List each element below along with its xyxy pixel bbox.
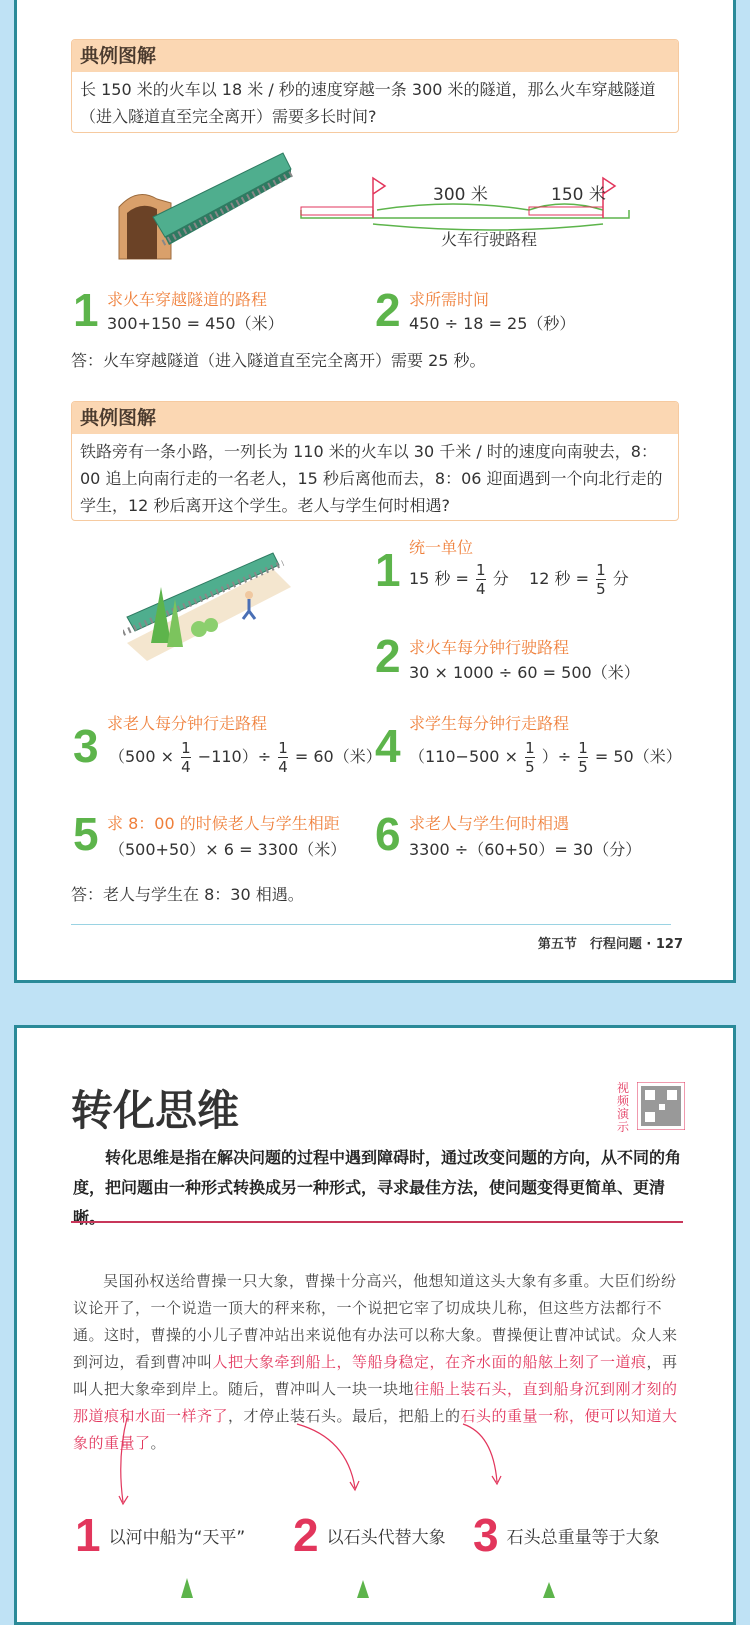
page-footer: 第五节 行程问题 · 127 — [537, 937, 683, 952]
step-number: 6 — [375, 808, 401, 860]
video-demo-label: 视频演示 — [617, 1081, 630, 1134]
step-number: 2 — [375, 284, 401, 336]
section-page — [14, 1025, 736, 1625]
step-title: 求学生每分钟行走路程 — [409, 714, 570, 733]
step-equation: 300+150 = 450（米） — [107, 314, 284, 333]
step-equation: 30 × 1000 ÷ 60 = 500（米） — [409, 663, 640, 682]
step-equation: （110−500 × $\frac{1}{5}$ ）÷ $\frac{1}{5}$ = 50（米） — [409, 739, 682, 776]
page-127 — [14, 0, 736, 983]
example-heading: 典例图解 — [72, 402, 678, 434]
train-road-illustration — [123, 547, 293, 665]
example-problem: 铁路旁有一条小路，一列长为 110 米的火车以 30 千米 / 时的速度向南驶去，8：00 追上向南行走的一名老人，15 秒后离他而去，8：06 迎面遇到一个向北行走的学生，12 秒后离开这个学生。老人与学生何时相遇? — [80, 442, 663, 515]
step-number: 4 — [375, 720, 401, 772]
step-number: 1 — [375, 544, 401, 596]
transform-step: 2 以石头代替大象 — [293, 1509, 446, 1561]
step-title: 求火车穿越隧道的路程 — [107, 290, 268, 309]
step-title: 求老人与学生何时相遇 — [409, 814, 570, 833]
step-number: 1 — [73, 284, 99, 336]
section-title: 转化思维 — [71, 1089, 240, 1135]
diagram-caption: 火车行驶路程 — [441, 230, 538, 249]
section-divider — [71, 1221, 683, 1223]
length-tunnel: 300 米 — [433, 185, 488, 205]
step-equation: 15 秒 = $\frac{1}{4}$ 分 12 秒 = $\frac{1}{5}$ 分 — [409, 561, 629, 598]
step-number: 3 — [73, 720, 99, 772]
step-title: 求老人每分钟行走路程 — [107, 714, 268, 733]
step-equation: （500 × $\frac{1}{4}$ −110）÷ $\frac{1}{4}$ = 60（米） — [109, 739, 382, 776]
answer-2: 答：老人与学生在 8：30 相遇。 — [71, 885, 304, 904]
length-train: 150 米 — [551, 185, 606, 205]
step-title: 求 8：00 的时候老人与学生相距 — [107, 814, 340, 833]
step-equation: 3300 ÷（60+50）= 30（分） — [409, 840, 642, 859]
footer-divider — [71, 924, 671, 925]
step-title: 求火车每分钟行驶路程 — [409, 638, 570, 657]
transform-step: 1 以河中船为“天平” — [75, 1509, 246, 1561]
example-heading: 典例图解 — [72, 40, 678, 72]
step-equation: （500+50）× 6 = 3300（米） — [109, 840, 347, 859]
train-tunnel-illustration — [113, 147, 293, 267]
example-box-2 — [71, 401, 679, 521]
answer-1: 答：火车穿越隧道（进入隧道直至完全离开）需要 25 秒。 — [71, 351, 486, 370]
qr-code-icon[interactable] — [637, 1082, 685, 1130]
story-paragraph: 吴国孙权送给曹操一只大象，曹操十分高兴，他想知道这头大象有多重。大臣们纷纷议论开了，一个说造一顶大的秤来称，一个说把它宰了切成块儿称，但这些方法都行不通。这时，曹操的小儿子曹冲站出来说他有办法可以称大象。曹操便让曹冲试试。众人来到河边，看到曹冲叫人把大象牵到船上，等船身稳定，在齐水面的船舷上刻了一道痕，再叫人把大象牵到岸上。随后，曹冲叫人一块一块地往船上装石头，直到船身沉到刚才刻的那道痕和水面一样齐了，才停止装石头。最后，把船上的石头的重量一称，便可以知道大象的重量了。 — [73, 1272, 678, 1452]
step-title: 求所需时间 — [409, 290, 490, 309]
intro-paragraph: 转化思维是指在解决问题的过程中遇到障碍时，通过改变问题的方向，从不同的角度，把问题由一种形式转换成另一种形式，寻求最佳方法，使问题变得更简单、更清晰。 — [73, 1148, 682, 1227]
story-arrows — [97, 1418, 537, 1508]
tree-tops-illustration — [167, 1578, 587, 1598]
step-equation: 450 ÷ 18 = 25（秒） — [409, 314, 576, 333]
step-title: 统一单位 — [409, 538, 474, 557]
example-box-1 — [71, 39, 679, 133]
transform-step: 3 石头总重量等于大象 — [473, 1509, 660, 1561]
example-problem: 长 150 米的火车以 18 米 / 秒的速度穿越一条 300 米的隧道，那么火车穿越隧道（进入隧道直至完全离开）需要多长时间? — [80, 80, 656, 126]
step-number: 2 — [375, 630, 401, 682]
step-number: 5 — [73, 808, 99, 860]
